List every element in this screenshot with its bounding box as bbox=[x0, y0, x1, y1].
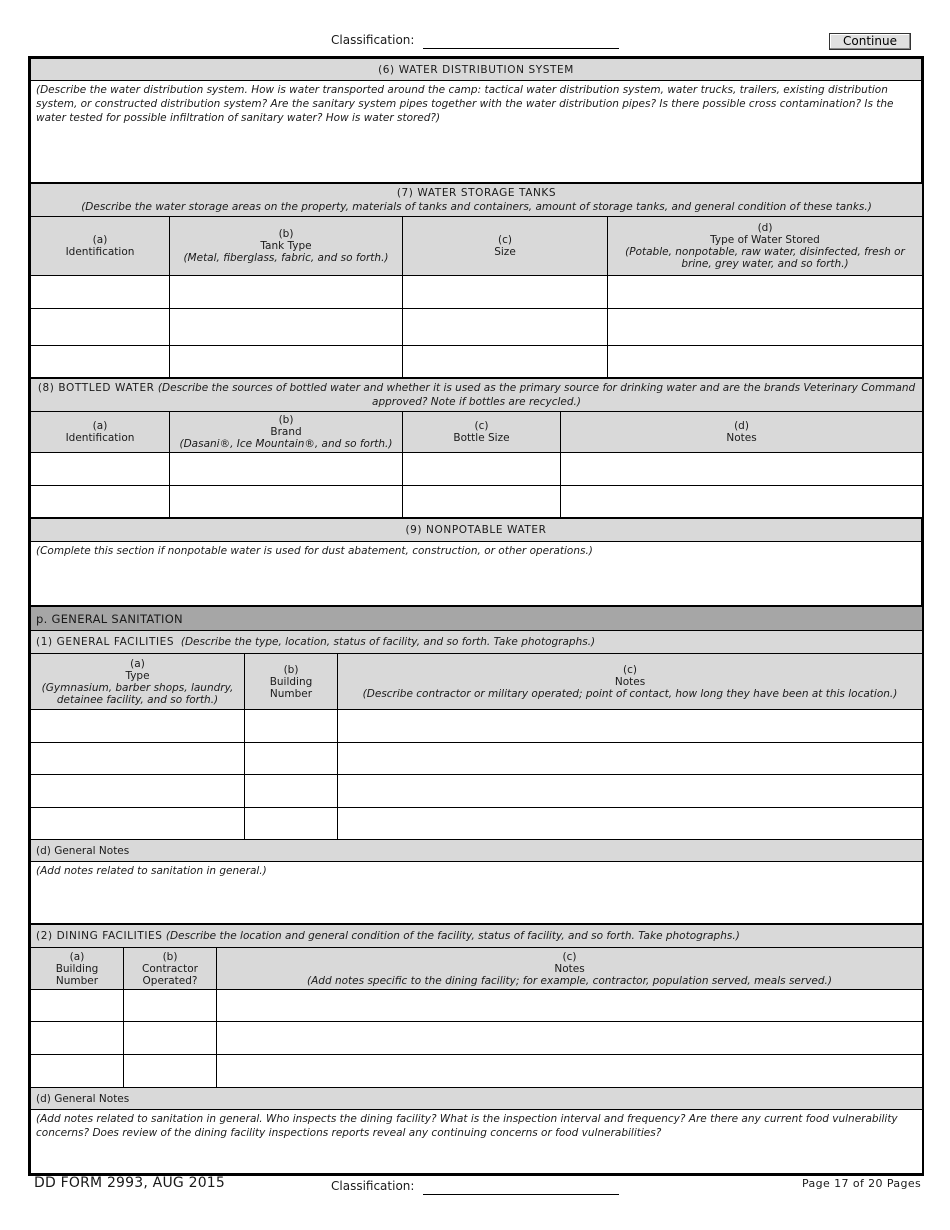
col-letter: (a) bbox=[92, 420, 108, 432]
col-type bbox=[31, 654, 245, 710]
col-letter: (a) bbox=[130, 657, 145, 670]
bottle-brand-input[interactable] bbox=[170, 453, 403, 486]
bottled-water-title: (8) BOTTLED WATER bbox=[37, 382, 155, 394]
col-bottle-size bbox=[403, 412, 561, 453]
col-letter: (b) bbox=[283, 663, 299, 676]
water-distribution-field[interactable] bbox=[31, 81, 922, 183]
col-notes bbox=[561, 412, 923, 453]
tank-type-input[interactable] bbox=[170, 346, 403, 378]
col-label: Identification bbox=[65, 246, 135, 258]
col-label: Building Number bbox=[55, 962, 99, 987]
tank-type-input[interactable] bbox=[170, 276, 403, 309]
nonpotable-section bbox=[30, 518, 922, 606]
facility-type-input[interactable] bbox=[31, 808, 245, 840]
continue-button[interactable]: Continue bbox=[829, 33, 911, 50]
dining-notes-field[interactable] bbox=[31, 1110, 923, 1174]
water-distribution-title: (6) WATER DISTRIBUTION SYSTEM bbox=[31, 59, 922, 81]
tank-water-type-input[interactable] bbox=[608, 346, 923, 378]
col-label: Identification bbox=[65, 432, 135, 444]
general-facilities-header bbox=[31, 631, 923, 654]
dining-building-input[interactable] bbox=[31, 1022, 124, 1055]
col-label: Tank Type bbox=[260, 240, 312, 252]
tank-type-input[interactable] bbox=[170, 309, 403, 346]
dining-contractor-input[interactable] bbox=[124, 1055, 217, 1088]
facility-notes-input[interactable] bbox=[338, 775, 923, 808]
col-brand bbox=[170, 412, 403, 453]
form-body bbox=[28, 56, 924, 1176]
col-letter: (b) bbox=[278, 228, 294, 240]
facility-notes-input[interactable] bbox=[338, 808, 923, 840]
tank-water-type-input[interactable] bbox=[608, 309, 923, 346]
tank-size-input[interactable] bbox=[403, 346, 608, 378]
col-hint: (Gymnasium, barber shops, laundry, detainee facility, and so forth.) bbox=[41, 681, 234, 706]
facility-type-input[interactable] bbox=[31, 743, 245, 775]
tank-id-input[interactable] bbox=[31, 346, 170, 378]
bottled-water-instruction: (Describe the sources of bottled water and whether it is used as the primary source for drinking water and are the brands Veterinary Command approved? Note if bottles are recycled.) bbox=[157, 382, 916, 408]
col-letter: (c) bbox=[474, 420, 489, 432]
tank-size-input[interactable] bbox=[403, 276, 608, 309]
col-letter: (c) bbox=[623, 663, 637, 676]
facility-building-input[interactable] bbox=[245, 743, 338, 775]
water-distribution-instruction: (Describe the water distribution system. How is water transported around the camp: tactical water distribution system, water trucks, trailers, existing distribution system, or constructed distribution system? Are the sanitary system pipes together with the water distribution pipes? Is there possible cross contamination? Is the water tested for possible infiltration of sanitary water? How is water stored?) bbox=[36, 84, 894, 124]
classification-field[interactable] bbox=[423, 48, 619, 49]
form-id: DD FORM 2993, AUG 2015 bbox=[34, 1175, 226, 1191]
dining-facilities-section bbox=[30, 924, 923, 1174]
general-notes-label: (d) General Notes bbox=[31, 840, 923, 862]
tank-id-input[interactable] bbox=[31, 309, 170, 346]
dining-contractor-input[interactable] bbox=[124, 990, 217, 1022]
dining-notes-input[interactable] bbox=[217, 1055, 923, 1088]
bottled-water-header bbox=[31, 379, 923, 412]
general-sanitation-title: p. GENERAL SANITATION bbox=[31, 607, 923, 631]
col-letter: (b) bbox=[162, 950, 178, 963]
col-tank-type bbox=[170, 217, 403, 276]
bottle-notes-input[interactable] bbox=[561, 453, 923, 486]
storage-tanks-title: (7) WATER STORAGE TANKS bbox=[396, 187, 557, 199]
col-letter: (a) bbox=[92, 234, 108, 246]
dining-facilities-instruction: (Describe the location and general condition of the facility, status of facility, and so forth. Take photographs.) bbox=[165, 930, 740, 942]
storage-tanks-header bbox=[31, 184, 923, 217]
col-label: Notes bbox=[554, 962, 585, 975]
top-classification bbox=[0, 33, 950, 53]
bottle-id-input[interactable] bbox=[31, 486, 170, 518]
col-label: Building Number bbox=[269, 675, 313, 700]
general-facilities-instruction: (Describe the type, location, status of facility, and so forth. Take photographs.) bbox=[180, 636, 596, 648]
tank-id-input[interactable] bbox=[31, 276, 170, 309]
dining-notes-instruction: (Add notes related to sanitation in general. Who inspects the dining facility? What is the inspection interval and frequency? Are there any current food vulnerability concerns? Does review of the dining facility inspections reports reveal any continuing concerns or food vulnerabilities? bbox=[36, 1113, 898, 1139]
nonpotable-instruction: (Complete this section if nonpotable water is used for dust abatement, construction, or other operations.) bbox=[36, 545, 593, 557]
col-water-type bbox=[608, 217, 923, 276]
nonpotable-title: (9) NONPOTABLE WATER bbox=[31, 519, 922, 542]
col-label: Notes bbox=[614, 675, 646, 688]
col-contractor-operated bbox=[124, 948, 217, 990]
col-hint: (Describe contractor or military operated; point of contact, how long they have been at this location.) bbox=[362, 687, 898, 700]
nonpotable-field[interactable] bbox=[31, 542, 922, 606]
facility-type-input[interactable] bbox=[31, 775, 245, 808]
col-label: Size bbox=[494, 246, 516, 258]
storage-tanks-section bbox=[30, 183, 923, 378]
facility-type-input[interactable] bbox=[31, 710, 245, 743]
col-identification bbox=[31, 217, 170, 276]
col-hint: (Potable, nonpotable, raw water, disinfected, fresh or brine, grey water, and so forth.) bbox=[625, 246, 905, 270]
dining-facilities-header bbox=[31, 925, 923, 948]
col-notes bbox=[338, 654, 923, 710]
col-hint: (Metal, fiberglass, fabric, and so forth.) bbox=[183, 252, 389, 264]
dining-notes-input[interactable] bbox=[217, 990, 923, 1022]
dining-building-input[interactable] bbox=[31, 1055, 124, 1088]
bottle-brand-input[interactable] bbox=[170, 486, 403, 518]
col-letter: (c) bbox=[562, 950, 577, 963]
bottle-size-input[interactable] bbox=[403, 486, 561, 518]
dining-notes-label: (d) General Notes bbox=[31, 1088, 923, 1110]
bottle-size-input[interactable] bbox=[403, 453, 561, 486]
general-facilities-title: (1) GENERAL FACILITIES bbox=[36, 636, 175, 648]
col-label: Bottle Size bbox=[453, 432, 510, 444]
dining-building-input[interactable] bbox=[31, 990, 124, 1022]
col-letter: (b) bbox=[278, 414, 294, 426]
col-letter: (a) bbox=[69, 950, 85, 963]
col-label: Contractor Operated? bbox=[142, 962, 198, 987]
general-sanitation-section bbox=[30, 606, 923, 924]
facility-notes-input[interactable] bbox=[338, 743, 923, 775]
col-building-number bbox=[245, 654, 338, 710]
dining-contractor-input[interactable] bbox=[124, 1022, 217, 1055]
classification-label: Classification: bbox=[331, 33, 415, 47]
col-notes bbox=[217, 948, 923, 990]
bottled-water-section bbox=[30, 378, 923, 518]
col-label: Brand bbox=[270, 426, 302, 438]
facility-building-input[interactable] bbox=[245, 808, 338, 840]
tank-water-type-input[interactable] bbox=[608, 276, 923, 309]
col-hint: (Add notes specific to the dining facility; for example, contractor, population served, meals served.) bbox=[307, 974, 832, 987]
facility-building-input[interactable] bbox=[245, 710, 338, 743]
storage-tanks-instruction: (Describe the water storage areas on the property, materials of tanks and containers, amount of storage tanks, and general condition of these tanks.) bbox=[81, 201, 872, 213]
col-label: Type of Water Stored bbox=[710, 234, 820, 246]
facility-building-input[interactable] bbox=[245, 775, 338, 808]
water-distribution-section bbox=[30, 58, 922, 183]
classification-label: Classification: bbox=[331, 1179, 415, 1193]
dining-facilities-title: (2) DINING FACILITIES bbox=[36, 930, 163, 942]
general-notes-instruction: (Add notes related to sanitation in general.) bbox=[36, 865, 267, 877]
col-size bbox=[403, 217, 608, 276]
col-letter: (d) bbox=[757, 222, 773, 234]
col-letter: (d) bbox=[734, 420, 749, 432]
tank-size-input[interactable] bbox=[403, 309, 608, 346]
col-label: Type bbox=[125, 669, 150, 682]
col-letter: (c) bbox=[498, 234, 512, 246]
col-building-number bbox=[31, 948, 124, 990]
page-number: Page 17 of 20 Pages bbox=[802, 1177, 922, 1190]
facility-notes-input[interactable] bbox=[338, 710, 923, 743]
col-hint: (Dasani®, Ice Mountain®, and so forth.) bbox=[179, 438, 393, 450]
bottle-id-input[interactable] bbox=[31, 453, 170, 486]
dining-notes-input[interactable] bbox=[217, 1022, 923, 1055]
col-identification bbox=[31, 412, 170, 453]
bottle-notes-input[interactable] bbox=[561, 486, 923, 518]
col-label: Notes bbox=[726, 432, 757, 444]
classification-field[interactable] bbox=[423, 1194, 619, 1195]
general-notes-field[interactable] bbox=[31, 862, 923, 924]
